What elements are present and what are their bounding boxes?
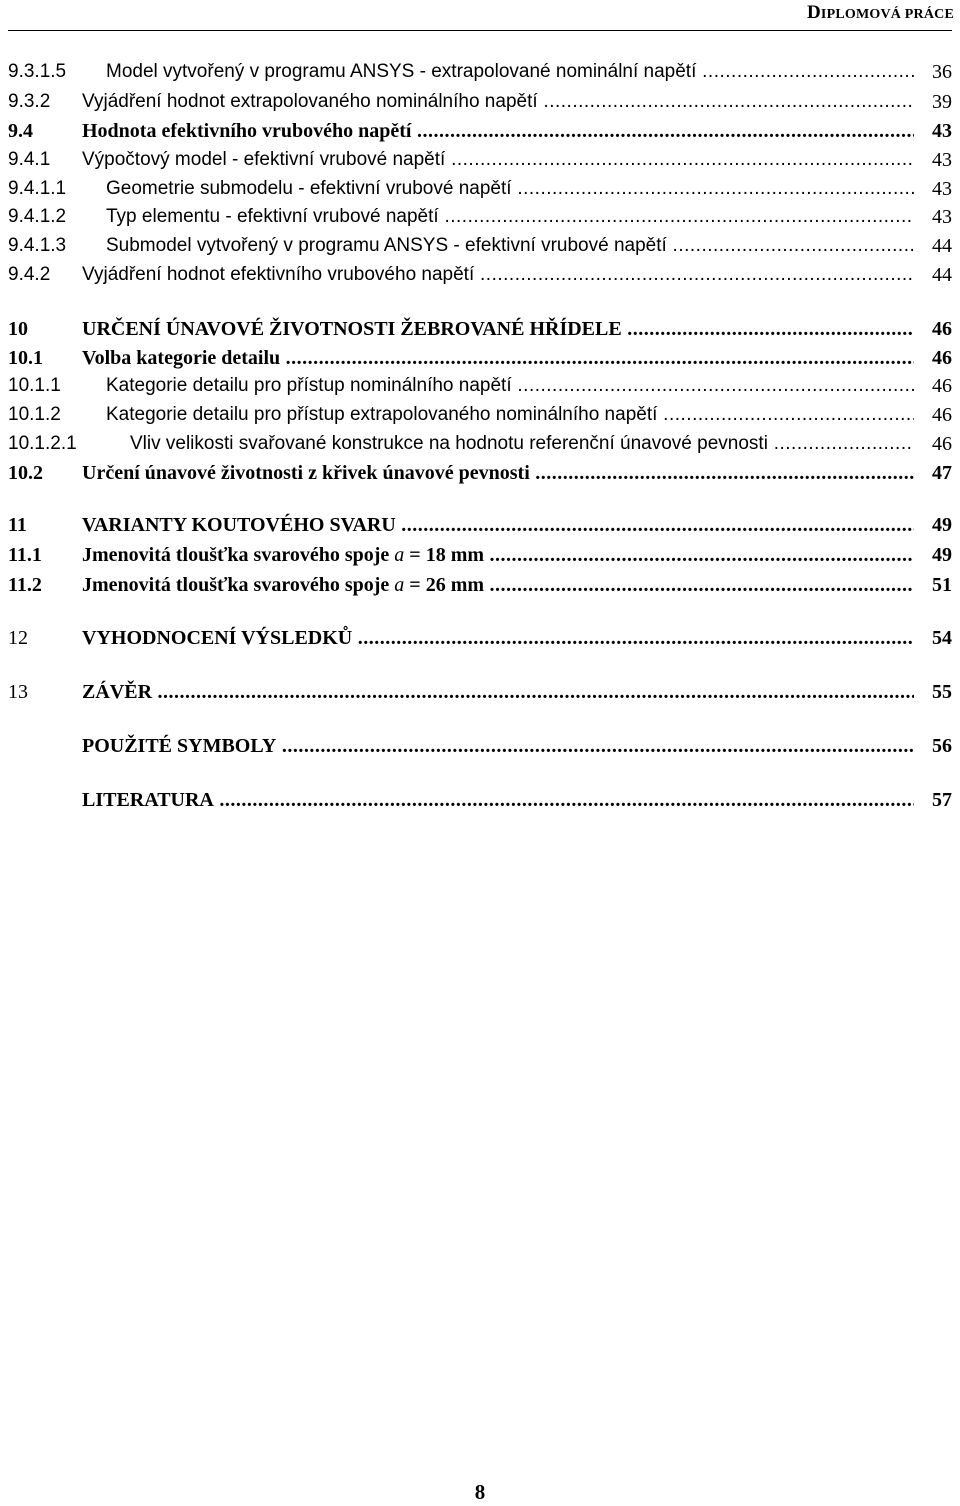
toc-entry-title: Model vytvořený v programu ANSYS - extrapolované nominální napětí ..... xyxy=(106,58,914,86)
running-header-initial: D xyxy=(807,2,821,23)
toc-entry-page: 36 xyxy=(914,58,952,86)
toc-entry[interactable] xyxy=(8,261,952,289)
running-header xyxy=(807,2,954,24)
toc-entry-number: 9.4.1.1 xyxy=(8,178,67,199)
toc-entry[interactable] xyxy=(8,541,952,569)
toc-entry-page: 54 xyxy=(914,624,952,652)
toc-entry-number: 13 xyxy=(8,681,28,703)
toc-entry-number: 9.4.1.3 xyxy=(8,235,67,256)
toc-entry[interactable] xyxy=(8,372,952,400)
toc-entry-title: Jmenovitá tloušťka svarového spoje a = 18 mm ..... xyxy=(82,541,914,569)
toc-entry[interactable] xyxy=(8,678,952,706)
toc-entry-page: 44 xyxy=(914,232,952,260)
toc-entry-page: 43 xyxy=(914,203,952,231)
toc-entry-number: 11.1 xyxy=(8,544,42,566)
toc-entry-page: 47 xyxy=(914,459,952,487)
toc-entry-title: Jmenovitá tloušťka svarového spoje a = 26 mm ..... xyxy=(82,571,914,599)
toc-entry-number: 10.1.2.1 xyxy=(8,433,77,454)
toc-entry-number: 9.4 xyxy=(8,120,33,142)
toc-entry-page: 46 xyxy=(914,401,952,429)
toc-entry-title: Výpočtový model - efektivní vrubové napětí ..... xyxy=(82,146,914,174)
toc-entry[interactable] xyxy=(8,88,952,116)
toc-entry[interactable] xyxy=(8,624,952,652)
toc-entry-title: Hodnota efektivního vrubového napětí ..... xyxy=(82,117,914,145)
toc-entry-page: 39 xyxy=(914,88,952,116)
toc-entry[interactable] xyxy=(8,430,952,458)
toc-entry-page: 43 xyxy=(914,117,952,145)
toc-entry-page: 43 xyxy=(914,175,952,203)
toc-entry-page: 46 xyxy=(914,430,952,458)
page-number: 8 xyxy=(474,1480,486,1504)
toc-entry[interactable] xyxy=(8,315,952,343)
toc-entry-number: 9.3.1.5 xyxy=(8,61,67,82)
toc-entry-number: 9.3.2 xyxy=(8,91,51,112)
toc-entry[interactable] xyxy=(8,511,952,539)
toc-entry-number: 12 xyxy=(8,627,28,649)
toc-entry-number: 10.1.1 xyxy=(8,375,61,396)
toc-entry-title: Typ elementu - efektivní vrubové napětí ..... xyxy=(106,203,914,231)
toc-entry-page: 49 xyxy=(914,541,952,569)
toc-entry-number: 11.2 xyxy=(8,574,42,596)
toc-entry-number: 10.1.2 xyxy=(8,404,61,425)
toc-entry-title: URČENÍ ÚNAVOVÉ ŽIVOTNOSTI ŽEBROVANÉ HŘÍDELE ..... xyxy=(82,315,914,343)
running-header-rest: IPLOMOVÁ PRÁCE xyxy=(820,7,954,22)
toc-entry-page: 46 xyxy=(914,315,952,343)
toc-entry-title: POUŽITÉ SYMBOLY ..... xyxy=(82,732,914,760)
toc-entry-page: 46 xyxy=(914,344,952,372)
toc-entry[interactable] xyxy=(8,344,952,372)
toc-entry[interactable] xyxy=(8,146,952,174)
toc-entry-page: 44 xyxy=(914,261,952,289)
toc-entry-title: Vliv velikosti svařované konstrukce na hodnotu referenční únavové pevnosti ..... xyxy=(130,430,914,458)
toc-entry-number: 9.4.1 xyxy=(8,149,51,170)
toc-entry[interactable] xyxy=(8,786,952,814)
toc-entry-page: 51 xyxy=(914,571,952,599)
toc-entry-title: VYHODNOCENÍ VÝSLEDKŮ ..... xyxy=(82,624,914,652)
toc-entry-title: Submodel vytvořený v programu ANSYS - efektivní vrubové napětí ..... xyxy=(106,232,914,260)
toc-entry-page: 55 xyxy=(914,678,952,706)
toc-entry-title: Vyjádření hodnot efektivního vrubového napětí ..... xyxy=(82,261,914,289)
toc-entry-number: 10 xyxy=(8,318,28,340)
toc-entry-page: 57 xyxy=(914,786,952,814)
toc-entry-title: Volba kategorie detailu ..... xyxy=(82,344,914,372)
toc-entry-number: 9.4.2 xyxy=(8,264,51,285)
toc-entry-title: Určení únavové životnosti z křivek únavové pevnosti ..... xyxy=(82,459,914,487)
toc-entry[interactable] xyxy=(8,58,952,86)
toc-entry[interactable] xyxy=(8,232,952,260)
toc-entry[interactable] xyxy=(8,175,952,203)
toc-entry-number: 10.2 xyxy=(8,462,43,484)
toc-entry-number: 11 xyxy=(8,514,27,536)
toc-entry-page: 46 xyxy=(914,372,952,400)
toc-entry[interactable] xyxy=(8,571,952,599)
toc-entry-title: Vyjádření hodnot extrapolovaného nominálního napětí ..... xyxy=(82,88,914,116)
toc-entry-number: 9.4.1.2 xyxy=(8,206,67,227)
toc-entry-page: 56 xyxy=(914,732,952,760)
toc-entry[interactable] xyxy=(8,401,952,429)
toc-entry-page: 49 xyxy=(914,511,952,539)
toc-entry-title: ZÁVĚR ..... xyxy=(82,678,914,706)
toc-entry-title: Kategorie detailu pro přístup nominálního napětí ..... xyxy=(106,372,914,400)
toc-entry-title: Kategorie detailu pro přístup extrapolovaného nominálního napětí ..... xyxy=(106,401,914,429)
toc-entry-page: 43 xyxy=(914,146,952,174)
toc-entry-title: LITERATURA ..... xyxy=(82,786,914,814)
toc-entry-title: VARIANTY KOUTOVÉHO SVARU ..... xyxy=(82,511,914,539)
toc-entry[interactable] xyxy=(8,732,952,760)
toc-entry[interactable] xyxy=(8,203,952,231)
toc-entry[interactable] xyxy=(8,117,952,145)
toc-entry-title: Geometrie submodelu - efektivní vrubové napětí ..... xyxy=(106,175,914,203)
toc-entry[interactable] xyxy=(8,459,952,487)
toc-entry-number: 10.1 xyxy=(8,347,43,369)
header-rule xyxy=(8,30,952,31)
